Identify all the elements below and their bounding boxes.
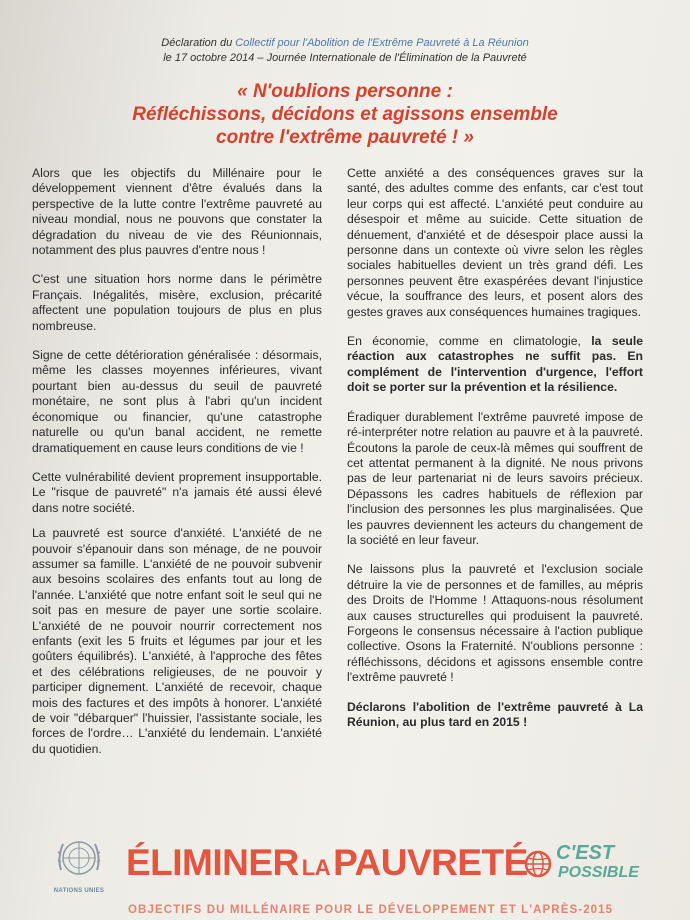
un-label: NATIONS UNIES — [53, 888, 105, 894]
header-line-2: le 17 octobre 2014 – Journée Internationale de l'Élimination de la Pauvreté — [163, 52, 527, 64]
document-header — [0, 36, 690, 66]
right-paragraph-4: Ne laissons plus la pauvreté et l'exclusion sociale détruire la vie de personnes et de familles, au mépris des Droits de l'Homme ! Attaquons-nous résolument aux causes structurelles qui produisent la pauvreté. Forgeons le consensus nécessaire à l'action publique collective. Osons la Fraternité. N'oublions personne : réfléchissons, décidons et agissons ensemble contre l'extrême pauvreté ! — [347, 562, 643, 685]
brand-word-la: LA — [301, 855, 331, 880]
right-paragraph-3: Éradiquer durablement l'extrême pauvreté impose de ré-interpréter notre relation au pauvre et à la pauvreté. Écoutons la parole de ceux-là mêmes qui souffrent de cet attentat permanent à la dignité. Ne nous privons pas de leur partenariat ni de leurs savoirs précieux. Dépassons les cadres habituels de réflexion par l'inclusion des personnes les plus marginalisées. Que les pauvres deviennent les acteurs du changement de la société en leur faveur. — [347, 409, 643, 547]
globe-icon — [523, 849, 553, 879]
mdg-subtitle: OBJECTIFS DU MILLÉNAIRE POUR LE DÉVELOPPEMENT ET L'APRÈS-2015 — [128, 904, 614, 916]
title-line-3: contre l'extrême pauvreté ! » — [216, 127, 474, 148]
left-paragraph-3: Signe de cette détérioration généralisée : désormais, même les classes moyennes inférieures, vivant pourtant bien au-dessus du seuil de pauvreté monétaire, ne sont plus à l'abri qu'un incident économique ou financier, qu'une catastrophe naturelle ou qu'un banal accident, ne remette dramatiquement en cause leurs conditions de vie ! — [32, 348, 322, 455]
cest-line-1: C'EST — [556, 842, 615, 864]
un-emblem-icon — [53, 832, 105, 884]
campaign-logo-text — [126, 842, 528, 884]
page-title — [60, 80, 630, 149]
right-column — [347, 166, 643, 744]
header-organization: Collectif pour l'Abolition de l'Extrême Pauvreté à La Réunion — [235, 37, 529, 49]
left-paragraph-1: Alors que les objectifs du Millénaire pour le développement viennent d'être évalués dans la perspective de la lutte contre l'extrême pauvreté au niveau mondial, nous ne pouvons que constater la dégradation du niveau de vie des Réunionnais, notamment des plus pauvres d'entre nous ! — [32, 166, 322, 258]
closing-declaration: Déclarons l'abolition de l'extrême pauvreté à La Réunion, au plus tard en 2015 ! — [347, 699, 643, 729]
title-line-2: Réfléchissons, décidons et agissons ensemble — [132, 104, 558, 125]
brand-word-pauvrete: PAUVRETÉ — [333, 842, 528, 883]
right-paragraph-2-bold: la seule réaction aux catastrophes ne suffit pas. En complément de l'intervention d'urgence, l'effort doit se porter sur la prévention et la résilience. — [347, 334, 643, 395]
header-prefix: Déclaration du — [161, 37, 236, 49]
left-column — [32, 166, 322, 771]
cest-line-2: POSSIBLE — [558, 864, 639, 881]
campaign-banner — [0, 822, 690, 920]
right-paragraph-1: Cette anxiété a des conséquences graves sur la santé, des adultes comme des enfants, car c'est tout leur corps qui est affecté. L'anxiété peut conduire au désespoir et même au suicide. Cette situation de dénuement, d'anxiété et de désespoir place aussi la personne dans un contexte où vivre selon les règles sociales habituelles devient un très grand défi. Les personnes peuvent être exaspérées devant l'injustice vécue, la souffrance des leurs, et posent alors des gestes graves aux conséquences humaines tragiques. — [347, 166, 643, 319]
brand-word-eliminer: ÉLIMINER — [126, 842, 299, 883]
right-paragraph-2-plain: En économie, comme en climatologie, — [347, 334, 592, 349]
left-paragraph-2: C'est une situation hors norme dans le périmètre Français. Inégalités, misère, exclusion, précarité affectent une population toujours de plus en plus nombreuse. — [32, 272, 322, 333]
left-paragraph-4: Cette vulnérabilité devient proprement insupportable. Le "risque de pauvreté" n'a jamais été aussi élevé dans notre société. — [32, 469, 322, 515]
cest-possible-tagline — [556, 844, 639, 882]
left-paragraph-5: La pauvreté est source d'anxiété. L'anxiété de ne pouvoir s'épanouir dans son ménage, de ne pouvoir assumer sa famille. L'anxiété de ne pouvoir subvenir aux besoins scolaires des enfants tout au long de l'année. L'anxiété que notre enfant soit le seul qui ne soit pas en mesure de payer une sortie scolaire. L'anxiété de ne pouvoir nourrir correctement nos enfants (exit les 5 fruits et légumes par jour et les goûters équilibrés). L'anxiété, à l'approche des fêtes et des célébrations religieuses, de ne pouvoir y participer dignement. L'anxiété de recevoir, chaque mois des factures et des impôts à honorer. L'anxiété de voir "débarquer" l'huissier, l'assistante sociale, les forces de l'ordre… L'anxiété du lendemain. L'anxiété du quotidien. — [32, 526, 322, 756]
title-line-1: « N'oublions personne : — [237, 81, 453, 102]
right-paragraph-2 — [347, 334, 643, 396]
header-line-1 — [0, 36, 690, 51]
